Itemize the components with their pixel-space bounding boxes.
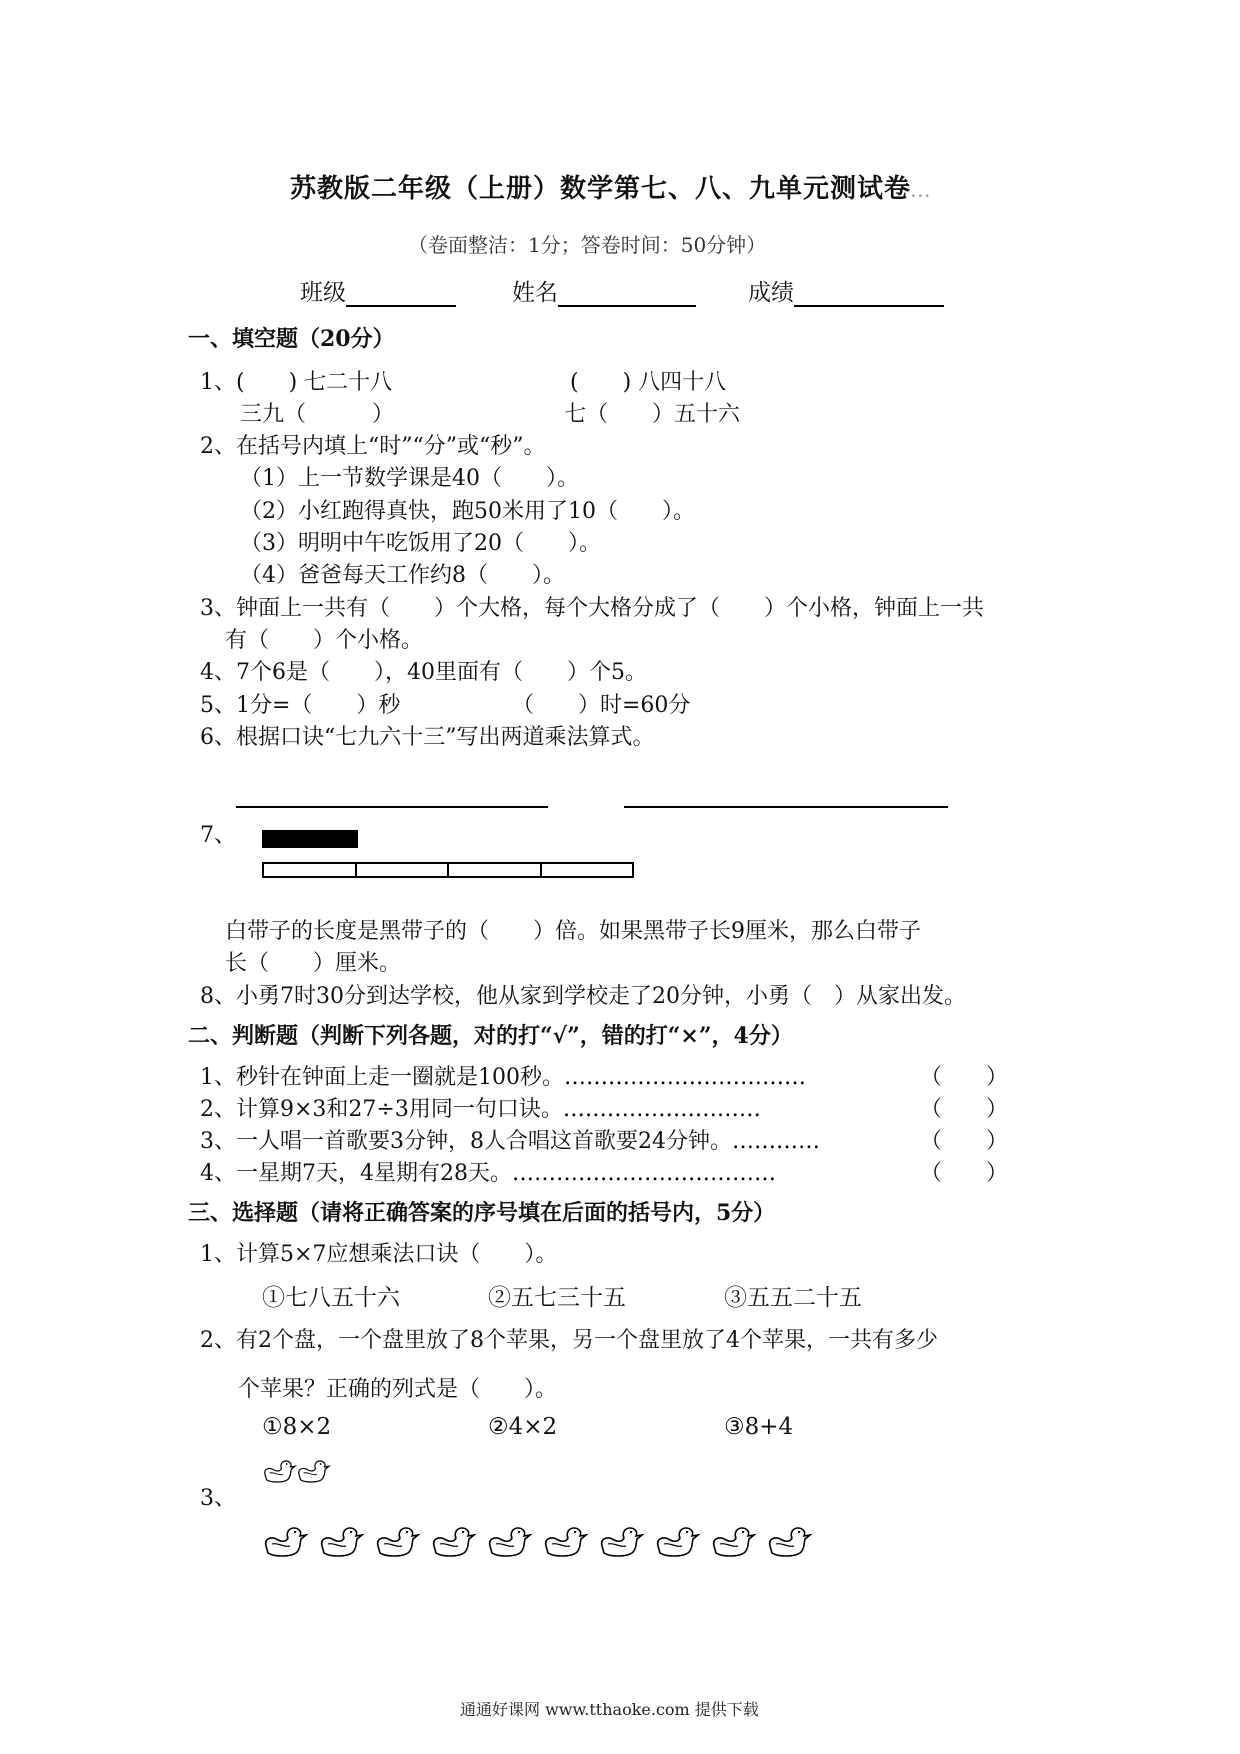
duck-icon [658,1528,698,1556]
s3-q1-option-1[interactable]: ①七八五十六 [262,1285,400,1311]
section1-heading: 一、填空题（20分） [188,326,395,352]
s2-item-text: 1、秒针在钟面上走一圈就是100秒。 [200,1065,564,1090]
s2-item-4 [200,1156,776,1187]
ducks-illustration [262,1522,832,1562]
s1-q5-b: （ ）时=60分 [512,693,691,718]
s3-q2-line2: 个苹果？正确的列式是（ ）。 [238,1377,558,1402]
s3-q1-option-3[interactable]: ③五五二十五 [724,1285,862,1311]
s1-q1-b: ( ) 八四十八 [570,370,727,395]
s1-q2-3: （3）明明中午吃饭用了20（ ）。 [240,531,601,556]
s1-q4: 4、7个6是（ ），40里面有（ ）个5。 [200,660,647,685]
s3-q1-option-2[interactable]: ②五七三十五 [488,1285,626,1311]
exam-instructions: （卷面整洁：1分；答卷时间：50分钟） [408,233,767,257]
section3-heading: 三、选择题（请将正确答案的序号填在后面的括号内，5分） [188,1200,776,1226]
s2-item-1 [200,1060,806,1091]
small-bird-icon [299,1461,329,1482]
s2-item-3-blank[interactable]: （ ） [920,1129,1009,1154]
duck-icon [434,1528,474,1556]
page-title [290,168,932,205]
s3-q1: 1、计算5×7应想乘法口诀（ ）。 [200,1242,558,1267]
s1-q5-a: 5、1分=（ ）秒 [200,693,401,718]
s2-item-3 [200,1124,820,1155]
white-strip-segment [542,864,633,876]
s3-q2-option-1[interactable]: ①8×2 [262,1414,332,1440]
s1-q6: 6、根据口诀“七九六十三”写出两道乘法算式。 [200,725,655,750]
white-strip [262,862,634,878]
footer-credit: 通通好课网 www.tthaoke.com 提供下载 [460,1700,759,1719]
section2-heading: 二、判断题（判断下列各题，对的打“√”，错的打“×”，4分） [188,1023,793,1049]
s2-item-text: 3、一人唱一首歌要3分钟，8人合唱这首歌要24分钟。 [200,1129,732,1154]
s1-q2: 2、在括号内填上“时”“分”或“秒”。 [200,434,546,459]
s1-q2-2: （2）小红跑得真快，跑50米用了10（ ）。 [240,499,695,524]
s2-item-text: 2、计算9×3和27÷3用同一句口诀。 [200,1097,563,1122]
name-field [512,274,696,307]
s1-q3-line2: 有（ ）个小格。 [225,628,424,653]
duck-icon [490,1528,530,1556]
s2-item-dots: …………………………… [564,1065,806,1090]
score-field [748,274,944,307]
white-strip-segment [357,864,450,876]
duck-icon [378,1528,418,1556]
duck-icon [266,1528,306,1556]
class-blank[interactable] [346,279,456,307]
duck-icon [602,1528,642,1556]
s2-item-2 [200,1092,761,1123]
black-strip [262,830,358,848]
s2-item-dots: ………… [732,1129,820,1154]
answer-line-1[interactable] [236,806,548,808]
s1-q2-1: （1）上一节数学课是40（ ）。 [240,466,579,491]
class-field [300,274,456,307]
duck-icon [714,1528,754,1556]
small-bird-icon [265,1461,295,1482]
s1-q2-4: （4）爸爸每天工作约8（ ）。 [240,563,565,588]
small-birds-illustration [262,1456,342,1496]
score-blank[interactable] [794,279,944,307]
s3-q2-line1: 2、有2个盘，一个盘里放了8个苹果，另一个盘里放了4个苹果，一共有多少 [200,1328,938,1353]
s1-q1-a: 1、( ) 七二十八 [200,370,393,395]
duck-icon [546,1528,586,1556]
white-strip-segment [449,864,542,876]
s3-q3-number: 3、 [200,1486,236,1511]
duck-icon [770,1528,810,1556]
s3-q2-option-2[interactable]: ②4×2 [488,1414,558,1440]
s1-q1-c: 三九（ ） [240,402,395,427]
duck-icon [322,1528,362,1556]
s3-q2-option-3[interactable]: ③8+4 [724,1414,794,1440]
white-strip-segment [264,864,357,876]
name-blank[interactable] [558,279,696,307]
s1-q1-d: 七（ ）五十六 [564,402,741,427]
s2-item-4-blank[interactable]: （ ） [920,1161,1009,1186]
s2-item-text: 4、一星期7天，4星期有28天。 [200,1161,512,1186]
s1-q8: 8、小勇7时30分到达学校，他从家到学校走了20分钟，小勇（ ）从家出发。 [200,984,966,1009]
answer-line-2[interactable] [624,806,948,808]
s1-q7-line1: 白带子的长度是黑带子的（ ）倍。如果黑带子长9厘米，那么白带子 [225,919,921,944]
score-label: 成绩 [748,280,794,306]
s2-item-2-blank[interactable]: （ ） [920,1097,1009,1122]
title-text: 苏教版二年级（上册）数学第七、八、九单元测试卷 [290,174,912,204]
s1-q7-number: 7、 [200,823,236,848]
s2-item-dots: ……………………… [562,1097,761,1122]
class-label: 班级 [300,280,346,306]
title-trailing-dots: ... [911,185,932,201]
s1-q3-line1: 3、钟面上一共有（ ）个大格，每个大格分成了（ ）个小格，钟面上一共 [200,596,984,621]
s2-item-1-blank[interactable]: （ ） [920,1065,1009,1090]
s2-item-dots: ……………………………… [512,1161,776,1186]
name-label: 姓名 [512,280,558,306]
s1-q7-line2: 长（ ）厘米。 [225,951,402,976]
